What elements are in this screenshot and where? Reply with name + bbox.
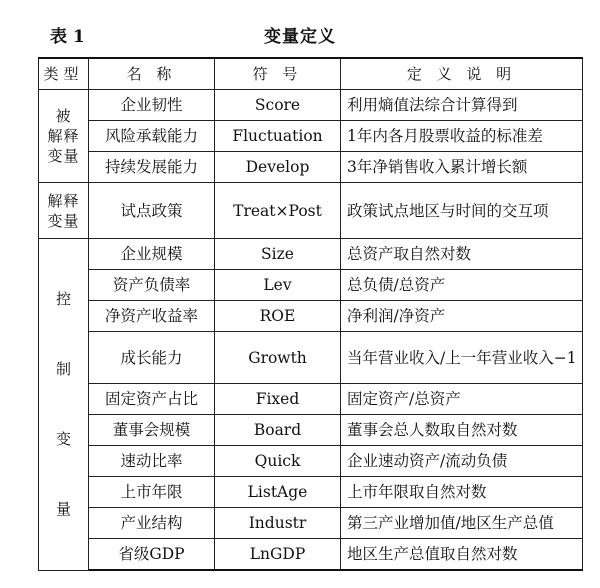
variable-definition: 上市年限取自然对数: [341, 477, 583, 508]
variable-symbol: ROE: [215, 301, 341, 332]
variable-definition: 净利润/净资产: [341, 301, 583, 332]
variable-name: 上市年限: [89, 477, 215, 508]
variable-name: 成长能力: [89, 332, 215, 384]
table-number: 表 1: [50, 27, 85, 47]
type-line: 量: [55, 500, 71, 519]
variable-definition: 董事会总人数取自然对数: [341, 415, 583, 446]
variable-name: 企业韧性: [89, 90, 215, 121]
table-row: [39, 270, 583, 301]
table-row: [39, 384, 583, 415]
variable-definition: 第三产业增加值/地区生产总值: [341, 508, 583, 539]
variable-definition: 总资产取自然对数: [341, 239, 583, 270]
variable-name: 持续发展能力: [89, 152, 215, 183]
variable-definition: 政策试点地区与时间的交互项: [341, 183, 583, 239]
variable-name: 省级GDP: [89, 539, 215, 571]
table-caption: [0, 22, 600, 48]
variable-symbol: Industr: [215, 508, 341, 539]
variable-symbol: Score: [215, 90, 341, 121]
variable-symbol: Size: [215, 239, 341, 270]
type-line: 解释: [47, 127, 80, 145]
table-title: 变量定义: [264, 27, 336, 47]
type-line: 变量: [47, 211, 80, 230]
table-row: [39, 152, 583, 183]
type-cell-explanatory: [39, 183, 89, 239]
variable-name: 固定资产占比: [89, 384, 215, 415]
header-definition: 定 义 说 明: [341, 58, 583, 90]
variable-definition: 总负债/总资产: [341, 270, 583, 301]
header-name: 名 称: [89, 58, 215, 90]
type-cell-control: [39, 239, 89, 571]
variable-definition: 企业速动资产/流动负债: [341, 446, 583, 477]
table-row: [39, 477, 583, 508]
variable-name: 试点政策: [89, 183, 215, 239]
variable-symbol: Growth: [215, 332, 341, 384]
table-row: [39, 239, 583, 270]
table-row: [39, 183, 583, 239]
type-line: 解释: [47, 191, 80, 210]
variable-name: 风险承载能力: [89, 121, 215, 152]
table-row: [39, 508, 583, 539]
type-line: 变量: [47, 147, 80, 165]
table-header-row: [39, 58, 583, 90]
variable-symbol: Fluctuation: [215, 121, 341, 152]
variable-definition: 利用熵值法综合计算得到: [341, 90, 583, 121]
type-line: 制: [55, 360, 71, 379]
table-row: [39, 415, 583, 446]
variable-definition: 当年营业收入/上一年营业收入−1: [341, 332, 583, 384]
variable-symbol: LnGDP: [215, 539, 341, 571]
header-symbol: 符 号: [215, 58, 341, 90]
type-line: 控: [55, 290, 71, 309]
variable-name: 产业结构: [89, 508, 215, 539]
table-row: [39, 332, 583, 384]
type-line: 变: [55, 430, 71, 449]
variable-definition-table: [38, 57, 583, 571]
table-row: [39, 301, 583, 332]
variable-symbol: Lev: [215, 270, 341, 301]
table-row: [39, 539, 583, 571]
variable-name: 企业规模: [89, 239, 215, 270]
variable-definition: 1年内各月股票收益的标准差: [341, 121, 583, 152]
variable-name: 董事会规模: [89, 415, 215, 446]
variable-name: 净资产收益率: [89, 301, 215, 332]
variable-name: 资产负债率: [89, 270, 215, 301]
header-type: 类型: [39, 58, 89, 90]
variable-definition: 固定资产/总资产: [341, 384, 583, 415]
table-row: [39, 121, 583, 152]
variable-symbol: Quick: [215, 446, 341, 477]
variable-symbol: ListAge: [215, 477, 341, 508]
type-line: 被: [55, 107, 72, 125]
variable-definition: 3年净销售收入累计增长额: [341, 152, 583, 183]
variable-symbol: Develop: [215, 152, 341, 183]
variable-definition: 地区生产总值取自然对数: [341, 539, 583, 571]
table-row: [39, 90, 583, 121]
variable-name: 速动比率: [89, 446, 215, 477]
variable-symbol: Board: [215, 415, 341, 446]
variable-symbol: Fixed: [215, 384, 341, 415]
variable-symbol: Treat×Post: [215, 183, 341, 239]
table-row: [39, 446, 583, 477]
type-cell-explained: [39, 90, 89, 183]
